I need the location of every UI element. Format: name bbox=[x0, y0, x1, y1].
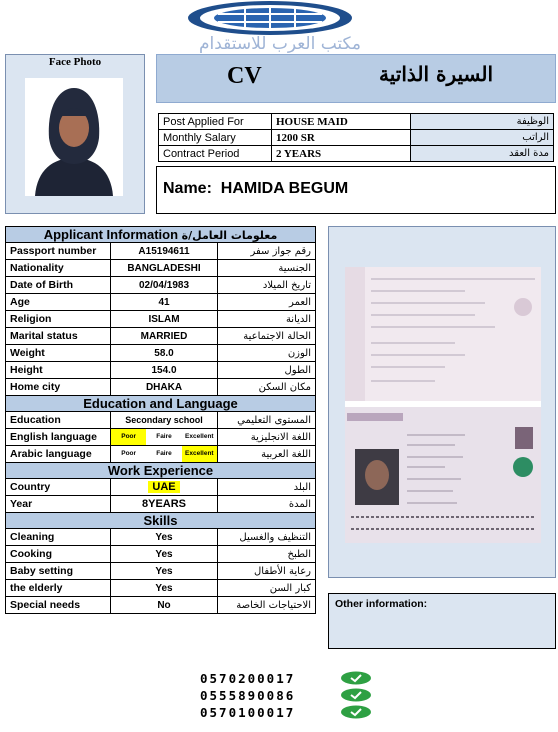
cv-title-ar: السيرة الذاتية bbox=[379, 62, 494, 86]
cooking-label: Cooking bbox=[6, 546, 111, 563]
applicant-row-nationality bbox=[6, 260, 316, 277]
english-poor: Poor bbox=[111, 429, 146, 445]
salary-value: 1200 SR bbox=[272, 130, 411, 146]
arabic-language-row bbox=[6, 446, 316, 463]
experience-country-row bbox=[6, 479, 316, 496]
date-of-birth-value: 02/04/1983 bbox=[111, 277, 218, 294]
applicant-row-home-city bbox=[6, 379, 316, 396]
section-applicant bbox=[6, 227, 316, 243]
passport-number-value: A15194611 bbox=[111, 243, 218, 260]
special-needs-label: Special needs bbox=[6, 597, 111, 614]
education-label-ar: المستوى التعليمي bbox=[218, 412, 316, 429]
special-needs-value: No bbox=[111, 597, 218, 614]
section-skills bbox=[6, 513, 316, 529]
marital-status-label-ar: الحالة الاجتماعية bbox=[218, 328, 316, 345]
country-label: Country bbox=[6, 479, 111, 496]
contract-value: 2 YEARS bbox=[272, 146, 411, 162]
passport-panel bbox=[328, 226, 556, 578]
whatsapp-icon bbox=[340, 671, 372, 685]
elderly-value: Yes bbox=[111, 580, 218, 597]
education-value: Secondary school bbox=[111, 412, 218, 429]
religion-label-ar: الديانة bbox=[218, 311, 316, 328]
passport-number-label-ar: رقم جواز سفر bbox=[218, 243, 316, 260]
age-label: Age bbox=[6, 294, 111, 311]
english-excellent: Excellent bbox=[185, 433, 214, 440]
weight-label-ar: الوزن bbox=[218, 345, 316, 362]
baby-setting-value: Yes bbox=[111, 563, 218, 580]
phone-number-2[interactable]: 0555890086 bbox=[200, 688, 296, 703]
home-city-value: DHAKA bbox=[111, 379, 218, 396]
date-of-birth-label: Date of Birth bbox=[6, 277, 111, 294]
skills-row-special-needs bbox=[6, 597, 316, 614]
contract-label: Contract Period bbox=[159, 146, 272, 162]
arabic-excellent: Excellent bbox=[182, 446, 217, 462]
english-fair: Faire bbox=[156, 433, 172, 440]
job-row-salary bbox=[159, 130, 554, 146]
weight-value: 58.0 bbox=[111, 345, 218, 362]
applicant-row-passport-number bbox=[6, 243, 316, 260]
year-label: Year bbox=[6, 496, 111, 513]
nationality-label-ar: الجنسية bbox=[218, 260, 316, 277]
face-photo-label: Face Photo bbox=[48, 56, 102, 68]
passport-number-label: Passport number bbox=[6, 243, 111, 260]
arabic-label-ar: اللغة العربية bbox=[218, 446, 316, 463]
applicant-row-age bbox=[6, 294, 316, 311]
section-experience-title: Work Experience bbox=[6, 463, 316, 479]
job-details-table bbox=[158, 113, 554, 162]
job-row-post bbox=[159, 114, 554, 130]
applicant-name bbox=[163, 180, 348, 198]
cleaning-value: Yes bbox=[111, 529, 218, 546]
experience-year-row bbox=[6, 496, 316, 513]
section-education-title: Education and Language bbox=[6, 396, 316, 412]
year-value: 8YEARS bbox=[111, 496, 218, 513]
education-label: Education bbox=[6, 412, 111, 429]
home-city-label-ar: مكان السكن bbox=[218, 379, 316, 396]
date-of-birth-label-ar: تاريخ الميلاد bbox=[218, 277, 316, 294]
section-skills-title: Skills bbox=[6, 513, 316, 529]
skills-row-baby-setting bbox=[6, 563, 316, 580]
whatsapp-icon bbox=[340, 705, 372, 719]
cleaning-label-ar: التنظيف والغسيل bbox=[218, 529, 316, 546]
arabic-poor: Poor bbox=[121, 450, 137, 457]
marital-status-label: Marital status bbox=[6, 328, 111, 345]
name-panel bbox=[156, 166, 556, 214]
logo-text: مكتب العرب للاستقدام bbox=[198, 34, 362, 54]
english-language-row bbox=[6, 429, 316, 446]
post-label-ar: الوظيفة bbox=[411, 114, 554, 130]
country-value-cell bbox=[111, 479, 218, 496]
applicant-row-date-of-birth bbox=[6, 277, 316, 294]
religion-value: ISLAM bbox=[111, 311, 218, 328]
height-value: 154.0 bbox=[111, 362, 218, 379]
other-information-panel bbox=[328, 593, 556, 649]
country-label-ar: البلد bbox=[218, 479, 316, 496]
skills-row-elderly bbox=[6, 580, 316, 597]
elderly-label: the elderly bbox=[6, 580, 111, 597]
skills-row-cleaning bbox=[6, 529, 316, 546]
religion-label: Religion bbox=[6, 311, 111, 328]
age-value: 41 bbox=[111, 294, 218, 311]
home-city-label: Home city bbox=[6, 379, 111, 396]
name-label: Name: bbox=[163, 180, 212, 197]
special-needs-label-ar: الاحتياجات الخاصة bbox=[218, 597, 316, 614]
nationality-value: BANGLADESHI bbox=[111, 260, 218, 277]
passport-scan-image bbox=[345, 267, 541, 543]
nationality-label: Nationality bbox=[6, 260, 111, 277]
salary-label-ar: الراتب bbox=[411, 130, 554, 146]
section-education bbox=[6, 396, 316, 412]
skills-row-cooking bbox=[6, 546, 316, 563]
english-level bbox=[111, 429, 218, 446]
cleaning-label: Cleaning bbox=[6, 529, 111, 546]
applicant-row-marital-status bbox=[6, 328, 316, 345]
whatsapp-icon bbox=[340, 688, 372, 702]
phone-number-1[interactable]: 0570200017 bbox=[200, 671, 296, 686]
arabic-fair: Faire bbox=[156, 450, 172, 457]
applicant-info-table bbox=[5, 226, 316, 614]
contract-label-ar: مدة العقد bbox=[411, 146, 554, 162]
post-value: HOUSE MAID bbox=[272, 114, 411, 130]
cooking-value: Yes bbox=[111, 546, 218, 563]
height-label-ar: الطول bbox=[218, 362, 316, 379]
country-value: UAE bbox=[148, 481, 179, 493]
weight-label: Weight bbox=[6, 345, 111, 362]
other-information-label: Other information: bbox=[335, 598, 428, 610]
elderly-label-ar: كبار السن bbox=[218, 580, 316, 597]
face-photo bbox=[25, 78, 123, 196]
face-photo-panel bbox=[5, 54, 145, 214]
education-row bbox=[6, 412, 316, 429]
section-experience bbox=[6, 463, 316, 479]
applicant-row-weight bbox=[6, 345, 316, 362]
cooking-label-ar: الطبخ bbox=[218, 546, 316, 563]
baby-setting-label-ar: رعاية الأطفال bbox=[218, 563, 316, 580]
applicant-row-height bbox=[6, 362, 316, 379]
marital-status-value: MARRIED bbox=[111, 328, 218, 345]
section-applicant-title bbox=[6, 227, 316, 243]
name-value: HAMIDA BEGUM bbox=[220, 180, 349, 197]
year-label-ar: المدة bbox=[218, 496, 316, 513]
english-label: English language bbox=[6, 429, 111, 446]
cv-title-en: CV bbox=[227, 63, 262, 89]
salary-label: Monthly Salary bbox=[159, 130, 272, 146]
english-label-ar: اللغة الانجليزية bbox=[218, 429, 316, 446]
baby-setting-label: Baby setting bbox=[6, 563, 111, 580]
arabic-level bbox=[111, 446, 218, 463]
phone-number-3[interactable]: 0570100017 bbox=[200, 705, 296, 720]
arabic-label: Arabic language bbox=[6, 446, 111, 463]
applicant-row-religion bbox=[6, 311, 316, 328]
section-applicant-ar: معلومات العامل/ة bbox=[181, 229, 278, 242]
post-label: Post Applied For bbox=[159, 114, 272, 130]
cv-title-banner bbox=[156, 54, 556, 103]
height-label: Height bbox=[6, 362, 111, 379]
age-label-ar: العمر bbox=[218, 294, 316, 311]
section-applicant-en: Applicant Information bbox=[43, 227, 179, 242]
job-row-contract bbox=[159, 146, 554, 162]
